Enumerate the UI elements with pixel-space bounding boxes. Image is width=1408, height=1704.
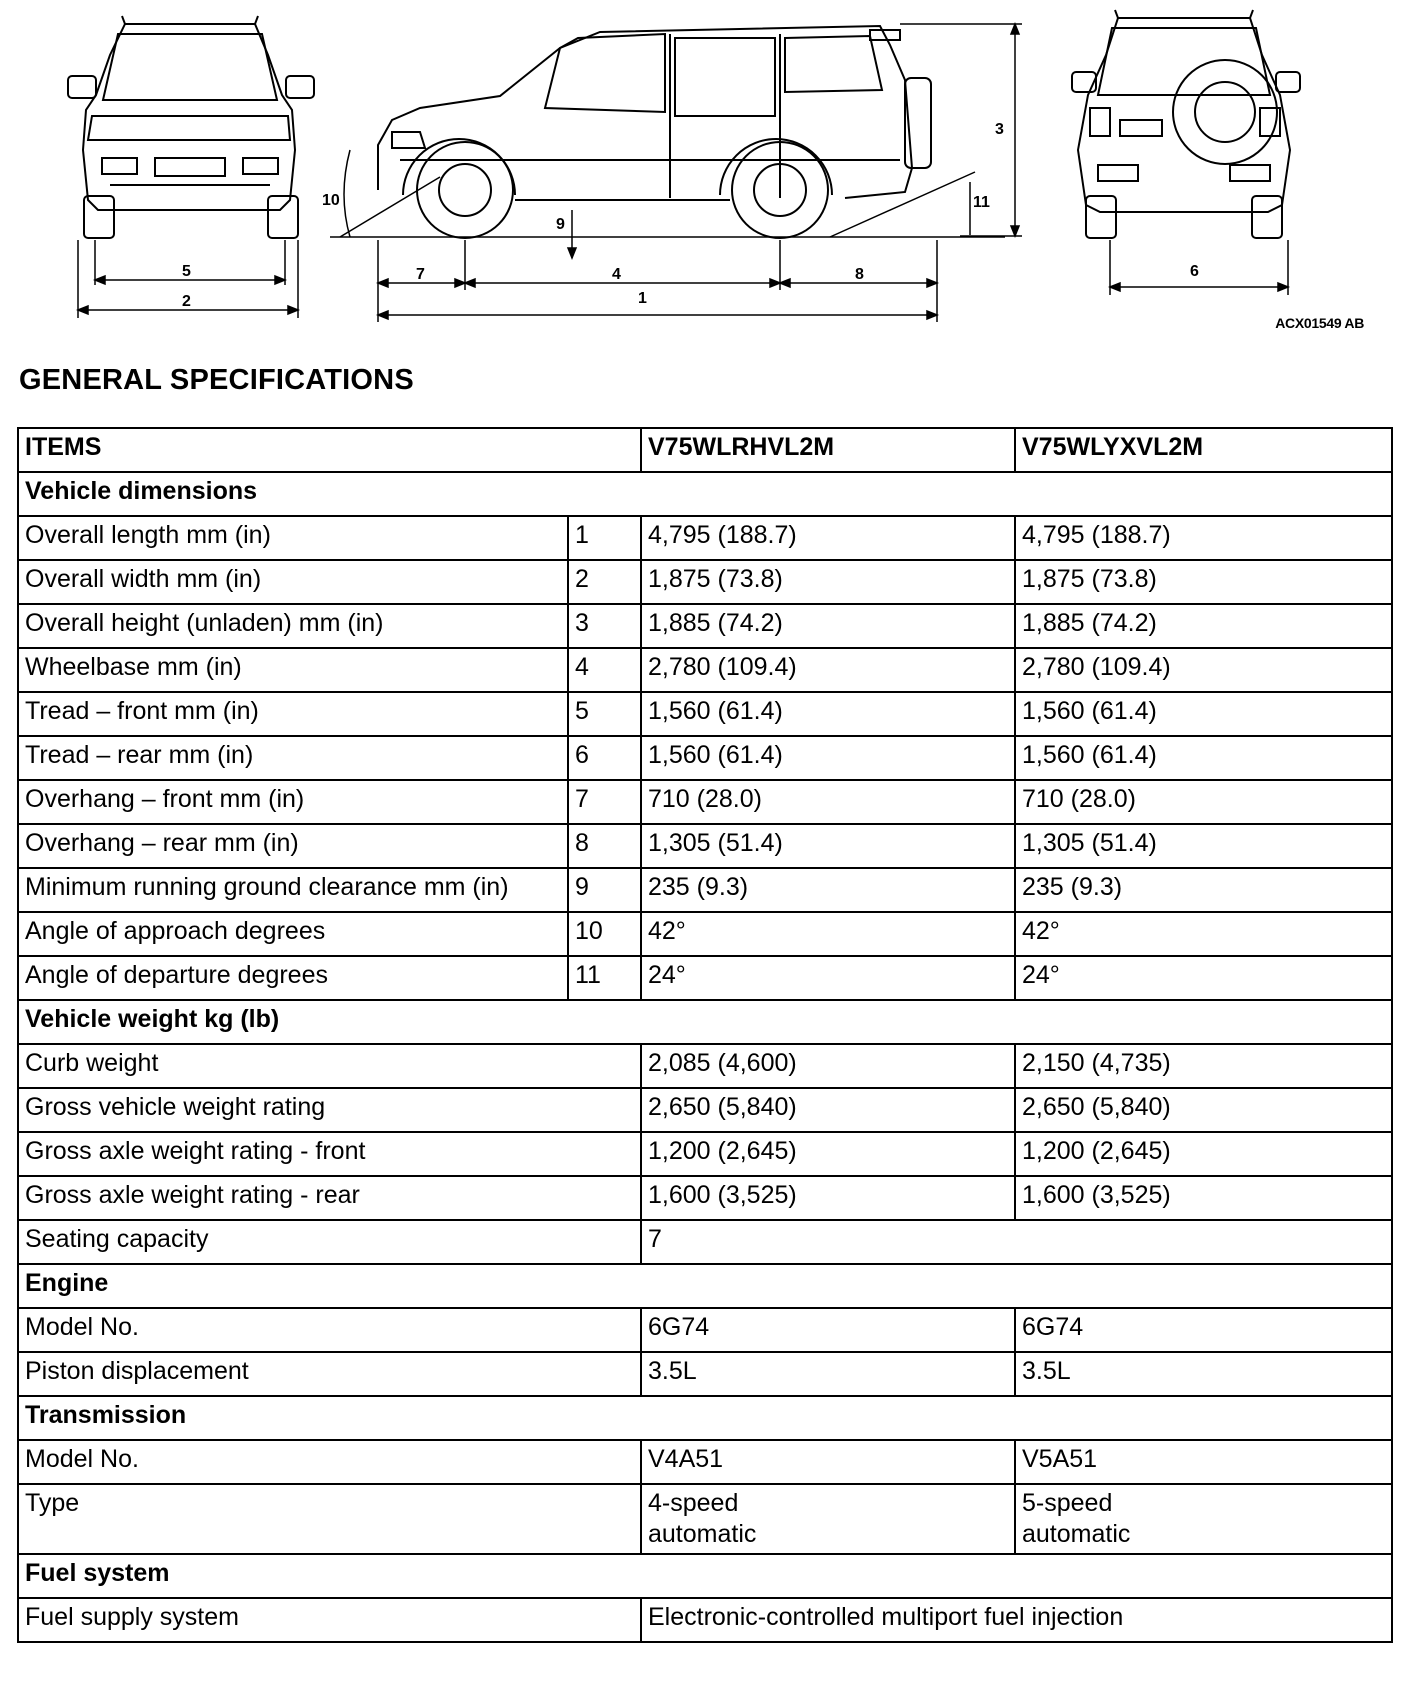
row-label: Seating capacity: [18, 1220, 641, 1264]
value-model-b: V5A51: [1015, 1440, 1392, 1484]
row-number: 8: [568, 824, 641, 868]
row-label: Overhang – front mm (in): [18, 780, 568, 824]
table-row: [18, 912, 1392, 956]
label-2: 2: [182, 293, 191, 310]
value-model-b: 6G74: [1015, 1308, 1392, 1352]
value-model-b: 1,560 (61.4): [1015, 692, 1392, 736]
label-5: 5: [182, 263, 191, 280]
section-vehicle-dimensions: Vehicle dimensions: [18, 472, 1392, 516]
label-7: 7: [416, 266, 425, 283]
table-row: [18, 692, 1392, 736]
table-header-row: [18, 428, 1392, 472]
label-8: 8: [855, 266, 864, 283]
value-model-a: 3.5L: [641, 1352, 1015, 1396]
value-model-a: 1,560 (61.4): [641, 736, 1015, 780]
table-row: [18, 1308, 1392, 1352]
value-model-a: 1,600 (3,525): [641, 1176, 1015, 1220]
row-number: 4: [568, 648, 641, 692]
value-model-a: 2,650 (5,840): [641, 1088, 1015, 1132]
row-label: Overall width mm (in): [18, 560, 568, 604]
value-model-a: V4A51: [641, 1440, 1015, 1484]
value-model-b: 1,875 (73.8): [1015, 560, 1392, 604]
value-model-b: 2,150 (4,735): [1015, 1044, 1392, 1088]
section-engine: Engine: [18, 1264, 1392, 1308]
row-label: Model No.: [18, 1308, 641, 1352]
label-10: 10: [322, 192, 340, 209]
value-model-a: 1,200 (2,645): [641, 1132, 1015, 1176]
value-model-a: 6G74: [641, 1308, 1015, 1352]
value-model-a: 2,780 (109.4): [641, 648, 1015, 692]
row-label: Piston displacement: [18, 1352, 641, 1396]
value-model-b: 710 (28.0): [1015, 780, 1392, 824]
row-label: Fuel supply system: [18, 1598, 641, 1642]
section-fuel-system: Fuel system: [18, 1554, 1392, 1598]
row-label: Tread – rear mm (in): [18, 736, 568, 780]
rear-view-drawing: [1072, 10, 1300, 238]
header-model-b: V75WLYXVL2M: [1015, 428, 1392, 472]
table-row: [18, 1044, 1392, 1088]
value-model-b: 4,795 (188.7): [1015, 516, 1392, 560]
row-label: Curb weight: [18, 1044, 641, 1088]
table-row: [18, 1440, 1392, 1484]
value-model-a: 42°: [641, 912, 1015, 956]
row-number: 1: [568, 516, 641, 560]
value-model-a: 235 (9.3): [641, 868, 1015, 912]
page-title: GENERAL SPECIFICATIONS: [19, 364, 414, 396]
table-row: [18, 824, 1392, 868]
section-vehicle-weight: Vehicle weight kg (lb): [18, 1000, 1392, 1044]
table-row: [18, 736, 1392, 780]
table-row: [18, 780, 1392, 824]
value-model-a: 1,885 (74.2): [641, 604, 1015, 648]
specifications-table: [17, 427, 1393, 1643]
row-number: 5: [568, 692, 641, 736]
section-transmission: Transmission: [18, 1396, 1392, 1440]
front-view-drawing: [68, 16, 314, 238]
table-row: [18, 604, 1392, 648]
header-model-a: V75WLRHVL2M: [641, 428, 1015, 472]
row-label: Gross axle weight rating - front: [18, 1132, 641, 1176]
label-1: 1: [638, 290, 647, 307]
figure-code: ACX01549 AB: [1275, 315, 1364, 331]
table-row: [18, 1598, 1392, 1642]
value-model-b: 3.5L: [1015, 1352, 1392, 1396]
row-label: Tread – front mm (in): [18, 692, 568, 736]
fuel-supply-value: Electronic-controlled multiport fuel injection: [641, 1598, 1392, 1642]
value-model-b: 2,780 (109.4): [1015, 648, 1392, 692]
row-number: 6: [568, 736, 641, 780]
value-model-a: 1,875 (73.8): [641, 560, 1015, 604]
row-number: 10: [568, 912, 641, 956]
table-row: [18, 868, 1392, 912]
vehicle-dimensions-figure: [0, 0, 1408, 345]
row-label: Angle of approach degrees: [18, 912, 568, 956]
value-model-b: 235 (9.3): [1015, 868, 1392, 912]
row-number: 3: [568, 604, 641, 648]
label-11: 11: [973, 194, 990, 211]
value-model-b: 1,885 (74.2): [1015, 604, 1392, 648]
seating-capacity-value: 7: [641, 1220, 1392, 1264]
value-model-b: 42°: [1015, 912, 1392, 956]
row-label: Overhang – rear mm (in): [18, 824, 568, 868]
row-number: 11: [568, 956, 641, 1000]
row-label: Minimum running ground clearance mm (in): [18, 868, 568, 912]
value-model-b: 24°: [1015, 956, 1392, 1000]
value-model-b: 5-speed automatic: [1015, 1484, 1392, 1554]
value-model-a: 4-speed automatic: [641, 1484, 1015, 1554]
table-row: [18, 1352, 1392, 1396]
row-number: 7: [568, 780, 641, 824]
label-4: 4: [612, 266, 621, 283]
table-row: [18, 1176, 1392, 1220]
value-model-b: 1,200 (2,645): [1015, 1132, 1392, 1176]
table-row: [18, 648, 1392, 692]
table-row: [18, 1484, 1392, 1554]
row-label: Wheelbase mm (in): [18, 648, 568, 692]
row-number: 2: [568, 560, 641, 604]
label-3: 3: [995, 121, 1004, 138]
row-number: 9: [568, 868, 641, 912]
row-label: Overall height (unladen) mm (in): [18, 604, 568, 648]
table-row: [18, 1220, 1392, 1264]
row-label: Angle of departure degrees: [18, 956, 568, 1000]
label-6: 6: [1190, 263, 1199, 280]
table-row: [18, 1088, 1392, 1132]
label-9: 9: [556, 216, 565, 233]
value-model-b: 1,600 (3,525): [1015, 1176, 1392, 1220]
value-model-a: 2,085 (4,600): [641, 1044, 1015, 1088]
table-row: [18, 956, 1392, 1000]
value-model-a: 710 (28.0): [641, 780, 1015, 824]
row-label: Overall length mm (in): [18, 516, 568, 560]
value-model-b: 2,650 (5,840): [1015, 1088, 1392, 1132]
value-model-a: 1,560 (61.4): [641, 692, 1015, 736]
header-items: ITEMS: [18, 428, 641, 472]
row-label: Type: [18, 1484, 641, 1554]
row-label: Gross vehicle weight rating: [18, 1088, 641, 1132]
value-model-a: 24°: [641, 956, 1015, 1000]
row-label: Model No.: [18, 1440, 641, 1484]
side-view-drawing: [378, 26, 931, 238]
row-label: Gross axle weight rating - rear: [18, 1176, 641, 1220]
value-model-b: 1,305 (51.4): [1015, 824, 1392, 868]
value-model-a: 1,305 (51.4): [641, 824, 1015, 868]
table-row: [18, 1132, 1392, 1176]
value-model-b: 1,560 (61.4): [1015, 736, 1392, 780]
table-row: [18, 560, 1392, 604]
value-model-a: 4,795 (188.7): [641, 516, 1015, 560]
table-row: [18, 516, 1392, 560]
